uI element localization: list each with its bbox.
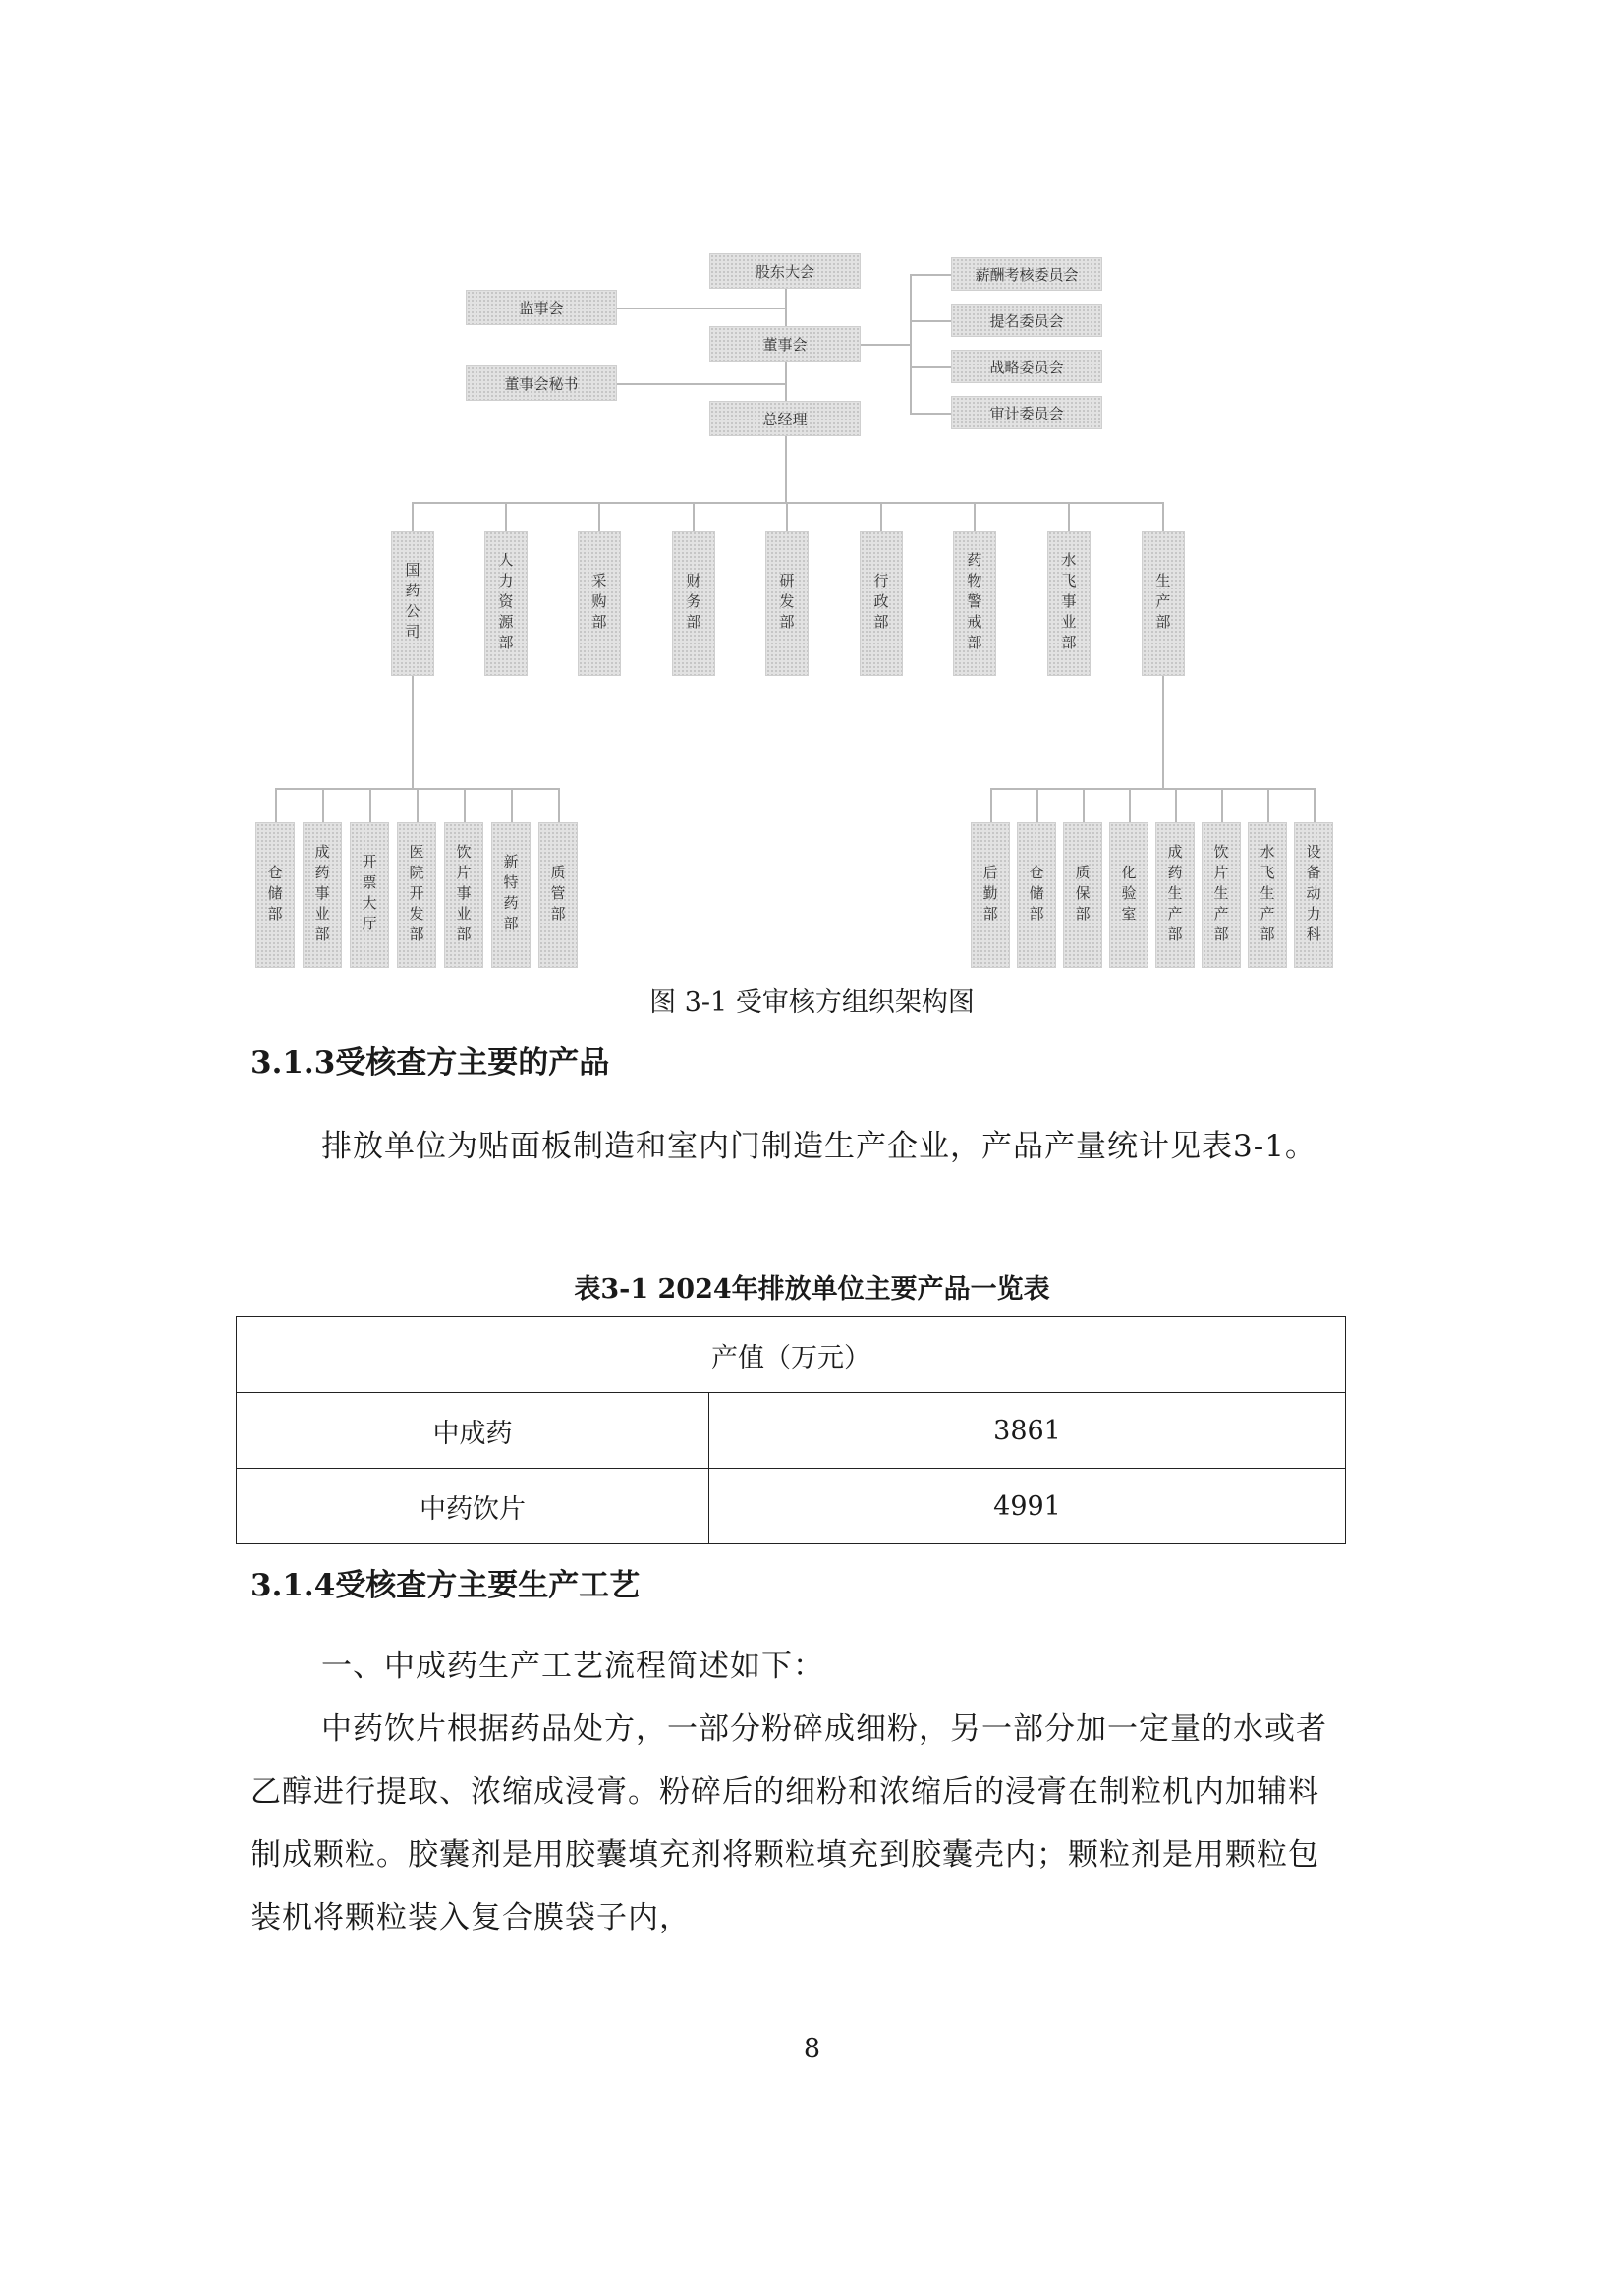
department-box: 国药公司 xyxy=(391,531,434,676)
table-row xyxy=(237,1393,1346,1469)
connector xyxy=(1083,788,1085,823)
department-box: 财务部 xyxy=(672,531,715,676)
connector xyxy=(598,502,600,532)
committee-box: 薪酬考核委员会 xyxy=(951,257,1102,291)
department-box: 生产部 xyxy=(1142,531,1185,676)
subunit-box: 饮片生产部 xyxy=(1202,822,1241,968)
department-box: 药物警戒部 xyxy=(953,531,996,676)
connector xyxy=(1175,788,1177,823)
committee-box: 提名委员会 xyxy=(951,304,1102,337)
table-header-row xyxy=(237,1317,1346,1393)
connector xyxy=(910,366,951,368)
connector xyxy=(412,502,1164,504)
connector xyxy=(786,502,788,532)
subunit-box: 成药事业部 xyxy=(303,822,342,968)
product-name-cell: 中药饮片 xyxy=(237,1469,709,1544)
connector xyxy=(910,413,951,415)
figure-caption: 图 3-1 受审核方组织架构图 xyxy=(649,987,975,1018)
connector xyxy=(558,788,560,823)
subunit-box: 仓储部 xyxy=(255,822,295,968)
connector xyxy=(1068,502,1070,532)
connector xyxy=(1221,788,1223,823)
connector xyxy=(412,676,414,789)
paragraph: 排放单位为贴面板制造和室内门制造生产企业，产品产量统计见表3-1。 xyxy=(321,1129,1316,1164)
connector xyxy=(617,308,786,309)
connector xyxy=(505,502,507,532)
connector xyxy=(1162,676,1164,789)
subunit-box: 仓储部 xyxy=(1017,822,1056,968)
connector xyxy=(880,502,882,532)
page-number: 8 xyxy=(803,2034,821,2064)
table-header-cell: 产值（万元） xyxy=(237,1317,1346,1393)
department-box: 采购部 xyxy=(578,531,621,676)
paragraph: 中药饮片根据药品处方，一部分粉碎成细粉，另一部分加一定量的水或者乙醇进行提取、浓缩成浸膏。粉碎后的细粉和浓缩后的浸膏在制粒机内加辅料制成颗粒。胶囊剂是用胶囊填充剂将颗粒填充到胶囊壳内；颗粒剂是用颗粒包装机将颗粒装入复合膜袋子内， xyxy=(251,1711,1327,1935)
subunit-box: 质保部 xyxy=(1063,822,1102,968)
board-box: 董事会 xyxy=(709,326,861,362)
connector xyxy=(464,788,466,823)
connector xyxy=(861,344,912,346)
supervisors-box: 监事会 xyxy=(466,290,617,325)
department-box: 研发部 xyxy=(765,531,809,676)
connector xyxy=(910,274,912,415)
table-title: 表3-1 2024年排放单位主要产品一览表 xyxy=(574,1274,1050,1305)
department-box: 水飞事业部 xyxy=(1047,531,1091,676)
subunit-box: 后勤部 xyxy=(971,822,1010,968)
products-table xyxy=(236,1316,1346,1544)
subunit-box: 质管部 xyxy=(538,822,578,968)
product-value-cell: 4991 xyxy=(709,1469,1346,1544)
committee-box: 战略委员会 xyxy=(951,350,1102,383)
connector xyxy=(1129,788,1131,823)
connector xyxy=(990,788,992,823)
subunit-box: 医院开发部 xyxy=(397,822,436,968)
connector xyxy=(1267,788,1269,823)
connector xyxy=(910,274,951,276)
connector xyxy=(511,788,513,823)
connector xyxy=(1162,502,1164,532)
gm-box: 总经理 xyxy=(709,401,861,436)
connector xyxy=(974,502,976,532)
connector xyxy=(322,788,324,823)
department-box: 人力资源部 xyxy=(484,531,528,676)
connector xyxy=(693,502,695,532)
connector xyxy=(910,320,951,322)
committee-box: 审计委员会 xyxy=(951,396,1102,429)
department-box: 行政部 xyxy=(860,531,903,676)
connector xyxy=(369,788,371,823)
secretary-box: 董事会秘书 xyxy=(466,365,617,401)
subunit-box: 设备动力科 xyxy=(1294,822,1333,968)
product-name-cell: 中成药 xyxy=(237,1393,709,1469)
subunit-box: 饮片事业部 xyxy=(444,822,483,968)
connector xyxy=(1314,788,1316,823)
subunit-box: 成药生产部 xyxy=(1155,822,1195,968)
shareholders-box: 股东大会 xyxy=(709,253,861,289)
section-heading: 3.1.3受核查方主要的产品 xyxy=(251,1045,610,1081)
connector xyxy=(785,287,787,503)
connector xyxy=(617,383,786,385)
intro-line: 一、中成药生产工艺流程简述如下： xyxy=(321,1649,824,1684)
connector xyxy=(417,788,419,823)
connector xyxy=(1036,788,1038,823)
connector xyxy=(275,788,277,823)
subunit-box: 水飞生产部 xyxy=(1248,822,1287,968)
product-value-cell: 3861 xyxy=(709,1393,1346,1469)
subunit-box: 化验室 xyxy=(1109,822,1148,968)
connector xyxy=(412,502,414,532)
subunit-box: 开票大厅 xyxy=(350,822,389,968)
subunit-box: 新特药部 xyxy=(491,822,531,968)
table-row xyxy=(237,1469,1346,1544)
section-heading: 3.1.4受核查方主要生产工艺 xyxy=(251,1568,641,1603)
